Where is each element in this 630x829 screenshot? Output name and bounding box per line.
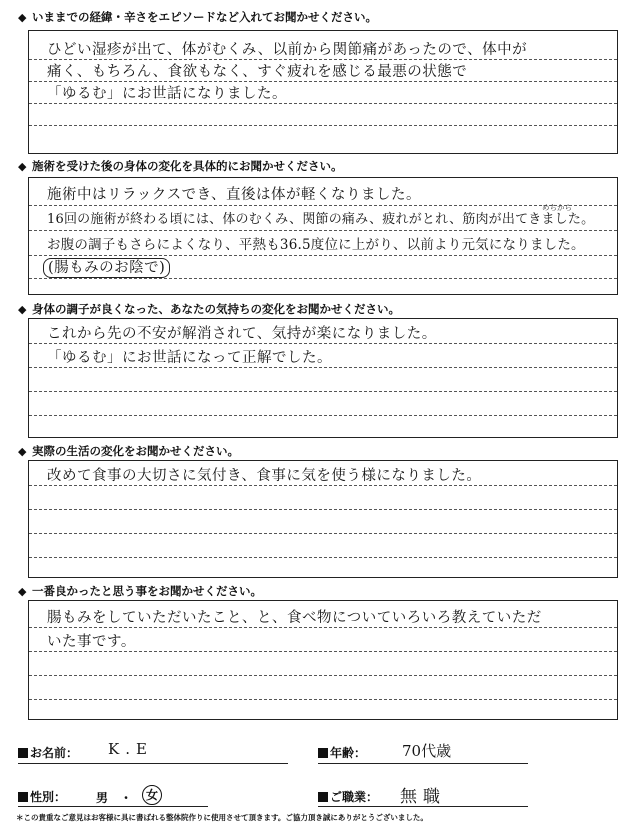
job-label: ご職業： xyxy=(318,788,378,805)
question-section-3 xyxy=(14,300,618,440)
square-icon xyxy=(318,748,328,758)
square-icon xyxy=(18,748,28,758)
answer-box-3[interactable] xyxy=(28,318,618,438)
answer-box-2[interactable] xyxy=(28,177,618,295)
answer-box-1[interactable] xyxy=(28,30,618,154)
answer-box-5[interactable] xyxy=(28,600,618,720)
answer-line: 腸もみをしていただいたこと、と、食べ物についていろいろ教えていただ xyxy=(47,610,542,626)
furigana-note: めちから xyxy=(542,203,572,212)
answer-line: 痛く、もちろん、食欲もなく、すぐ疲れを感じる最悪の状態で xyxy=(47,64,468,80)
gender-label: 性別： xyxy=(18,788,66,805)
question-heading-3: ◆ 身体の調子が良くなった、あなたの気持ちの変化をお聞かせください。 xyxy=(18,300,400,318)
answer-line: 改めて食事の大切さに気付き、食事に気を使う様になりました。 xyxy=(47,468,482,484)
footnote: ＊この貴重なご意見はお客様に具に書ばれる整体院作りに使用させて頂きます。ご協力頂き誠にありがとうございました。 xyxy=(16,813,428,822)
question-section-1 xyxy=(14,8,618,156)
question-section-2 xyxy=(14,157,618,297)
answer-line: 「ゆるむ」にお世話になりました。 xyxy=(47,86,287,102)
gender-underline xyxy=(18,806,208,807)
answer-line: これから先の不安が解消されて、気持が楽になりました。 xyxy=(47,326,437,342)
age-label: 年齢： xyxy=(318,744,366,761)
question-heading-4: ◆ 実際の生活の変化をお聞かせください。 xyxy=(18,442,239,460)
square-icon xyxy=(318,792,328,802)
job-underline xyxy=(318,806,528,807)
question-section-5 xyxy=(14,582,618,722)
gender-separator: ・ xyxy=(120,791,133,805)
name-value[interactable]: K.E xyxy=(108,740,153,758)
age-underline xyxy=(318,763,528,764)
diamond-icon: ◆ xyxy=(18,445,27,458)
diamond-icon: ◆ xyxy=(18,585,27,598)
answer-box-4[interactable] xyxy=(28,460,618,578)
gender-option-female-selected[interactable]: 女 xyxy=(142,785,162,805)
square-icon xyxy=(18,792,28,802)
name-underline xyxy=(18,763,288,764)
diamond-icon: ◆ xyxy=(18,160,27,173)
job-value[interactable]: 無職 xyxy=(400,787,446,807)
answer-line: お腹の調子もさらによくなり、平熱も36.5度位に上がり、以前より元気になりました。 xyxy=(47,237,585,253)
answer-line: ひどい湿疹が出て、体がむくみ、以前から関節痛があったので、体中が xyxy=(47,42,528,58)
answer-line: 施術中はリラックスでき、直後は体が軽くなりました。 xyxy=(47,187,421,203)
question-section-4 xyxy=(14,442,618,578)
question-heading-2: ◆ 施術を受けた後の身体の変化を具体的にお聞かせください。 xyxy=(18,157,343,175)
answer-line: 「ゆるむ」にお世話になって正解でした。 xyxy=(47,350,332,366)
diamond-icon: ◆ xyxy=(18,11,27,24)
age-value[interactable]: 70代歳 xyxy=(402,742,452,760)
answer-line-bracketed: (腸もみのお陰で) xyxy=(43,258,170,278)
answer-line: 16回の施術が終わる頃には、体のむくみ、関節の痛み、疲れがとれ、筋肉が出てきました。 xyxy=(47,212,595,227)
question-heading-1: ◆ いままでの経緯・辛さをエピソードなど入れてお聞かせください。 xyxy=(18,8,377,26)
gender-option-male[interactable]: 男 xyxy=(96,791,109,805)
name-label: お名前： xyxy=(18,744,78,761)
question-heading-5: ◆ 一番良かったと思う事をお聞かせください。 xyxy=(18,582,262,600)
diamond-icon: ◆ xyxy=(18,303,27,316)
answer-line: いた事です。 xyxy=(47,634,136,650)
